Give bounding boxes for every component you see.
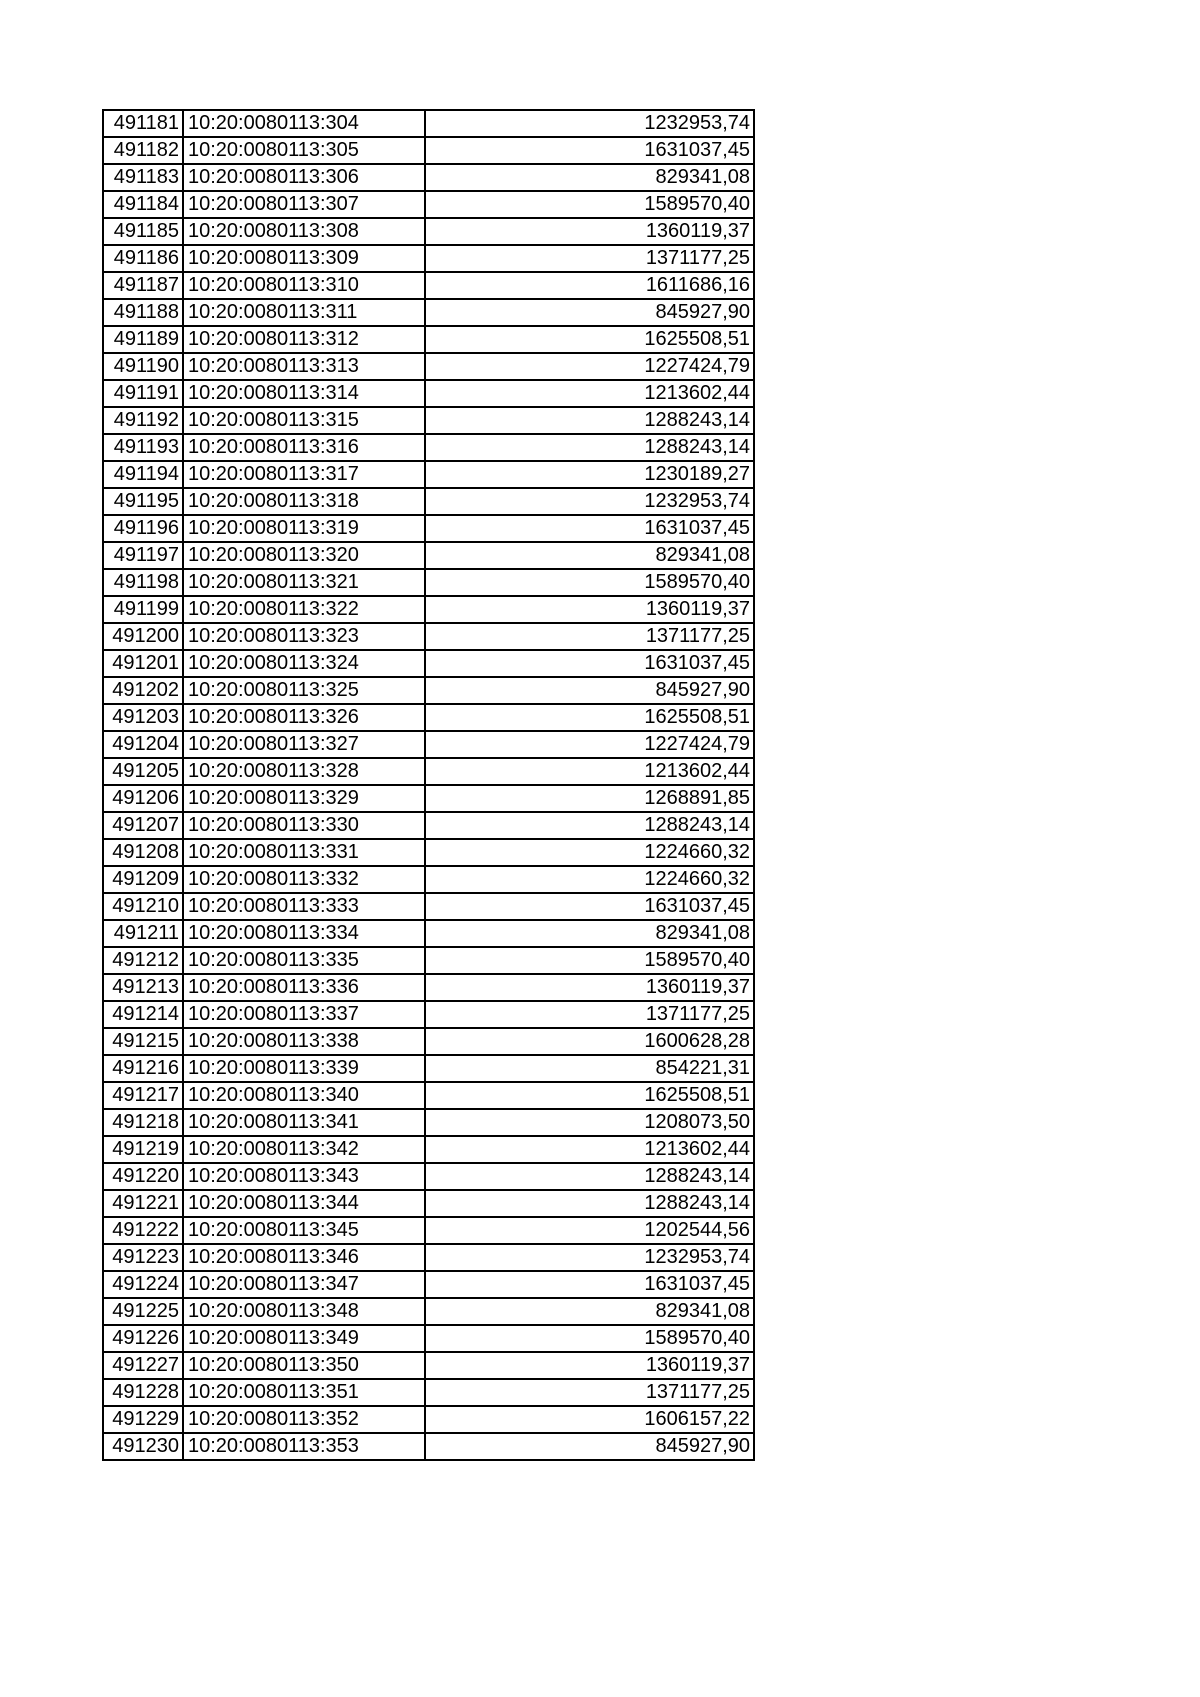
table-row	[103, 434, 754, 461]
table-row	[103, 1082, 754, 1109]
table-body	[103, 110, 754, 1460]
amount-cell: 1371177,25	[425, 245, 754, 272]
row-id-cell: 491221	[103, 1190, 183, 1217]
table-row	[103, 1163, 754, 1190]
amount-cell: 1224660,32	[425, 866, 754, 893]
table-row	[103, 650, 754, 677]
amount-cell: 1288243,14	[425, 1190, 754, 1217]
amount-cell: 1227424,79	[425, 353, 754, 380]
row-id-cell: 491202	[103, 677, 183, 704]
row-id-cell: 491198	[103, 569, 183, 596]
row-id-cell: 491195	[103, 488, 183, 515]
cadastral-number-cell: 10:20:0080113:312	[183, 326, 425, 353]
data-table	[102, 109, 755, 1461]
table-row	[103, 623, 754, 650]
amount-cell: 1360119,37	[425, 218, 754, 245]
table-row	[103, 326, 754, 353]
amount-cell: 845927,90	[425, 299, 754, 326]
table-row	[103, 272, 754, 299]
cadastral-number-cell: 10:20:0080113:351	[183, 1379, 425, 1406]
row-id-cell: 491181	[103, 110, 183, 137]
cadastral-number-cell: 10:20:0080113:335	[183, 947, 425, 974]
amount-cell: 829341,08	[425, 164, 754, 191]
row-id-cell: 491208	[103, 839, 183, 866]
amount-cell: 1631037,45	[425, 515, 754, 542]
amount-cell: 1213602,44	[425, 758, 754, 785]
cadastral-number-cell: 10:20:0080113:314	[183, 380, 425, 407]
amount-cell: 1589570,40	[425, 1325, 754, 1352]
cadastral-number-cell: 10:20:0080113:347	[183, 1271, 425, 1298]
cadastral-number-cell: 10:20:0080113:323	[183, 623, 425, 650]
table-row	[103, 137, 754, 164]
table-row	[103, 839, 754, 866]
amount-cell: 1371177,25	[425, 623, 754, 650]
amount-cell: 1589570,40	[425, 569, 754, 596]
row-id-cell: 491186	[103, 245, 183, 272]
table-row	[103, 245, 754, 272]
table-row	[103, 110, 754, 137]
table-row	[103, 893, 754, 920]
amount-cell: 1232953,74	[425, 1244, 754, 1271]
table-row	[103, 920, 754, 947]
cadastral-number-cell: 10:20:0080113:318	[183, 488, 425, 515]
cadastral-number-cell: 10:20:0080113:324	[183, 650, 425, 677]
table-row	[103, 488, 754, 515]
cadastral-number-cell: 10:20:0080113:333	[183, 893, 425, 920]
amount-cell: 1232953,74	[425, 488, 754, 515]
row-id-cell: 491192	[103, 407, 183, 434]
row-id-cell: 491193	[103, 434, 183, 461]
amount-cell: 854221,31	[425, 1055, 754, 1082]
cadastral-number-cell: 10:20:0080113:352	[183, 1406, 425, 1433]
row-id-cell: 491190	[103, 353, 183, 380]
row-id-cell: 491211	[103, 920, 183, 947]
table-row	[103, 1190, 754, 1217]
row-id-cell: 491183	[103, 164, 183, 191]
cadastral-number-cell: 10:20:0080113:336	[183, 974, 425, 1001]
amount-cell: 1360119,37	[425, 974, 754, 1001]
cadastral-number-cell: 10:20:0080113:307	[183, 191, 425, 218]
cadastral-number-cell: 10:20:0080113:346	[183, 1244, 425, 1271]
amount-cell: 829341,08	[425, 542, 754, 569]
amount-cell: 1202544,56	[425, 1217, 754, 1244]
table-row	[103, 1109, 754, 1136]
cadastral-number-cell: 10:20:0080113:343	[183, 1163, 425, 1190]
row-id-cell: 491204	[103, 731, 183, 758]
row-id-cell: 491223	[103, 1244, 183, 1271]
cadastral-number-cell: 10:20:0080113:320	[183, 542, 425, 569]
amount-cell: 1213602,44	[425, 1136, 754, 1163]
cadastral-number-cell: 10:20:0080113:348	[183, 1298, 425, 1325]
row-id-cell: 491199	[103, 596, 183, 623]
amount-cell: 845927,90	[425, 677, 754, 704]
amount-cell: 1606157,22	[425, 1406, 754, 1433]
amount-cell: 1625508,51	[425, 704, 754, 731]
amount-cell: 1224660,32	[425, 839, 754, 866]
amount-cell: 1631037,45	[425, 1271, 754, 1298]
cadastral-number-cell: 10:20:0080113:328	[183, 758, 425, 785]
row-id-cell: 491191	[103, 380, 183, 407]
cadastral-number-cell: 10:20:0080113:313	[183, 353, 425, 380]
row-id-cell: 491210	[103, 893, 183, 920]
row-id-cell: 491194	[103, 461, 183, 488]
table-row	[103, 1406, 754, 1433]
table-row	[103, 974, 754, 1001]
table-row	[103, 677, 754, 704]
cadastral-number-cell: 10:20:0080113:345	[183, 1217, 425, 1244]
cadastral-number-cell: 10:20:0080113:306	[183, 164, 425, 191]
table-row	[103, 218, 754, 245]
cadastral-number-cell: 10:20:0080113:308	[183, 218, 425, 245]
table-row	[103, 866, 754, 893]
row-id-cell: 491215	[103, 1028, 183, 1055]
row-id-cell: 491228	[103, 1379, 183, 1406]
cadastral-number-cell: 10:20:0080113:353	[183, 1433, 425, 1460]
cadastral-number-cell: 10:20:0080113:337	[183, 1001, 425, 1028]
cadastral-number-cell: 10:20:0080113:349	[183, 1325, 425, 1352]
cadastral-number-cell: 10:20:0080113:331	[183, 839, 425, 866]
cadastral-number-cell: 10:20:0080113:340	[183, 1082, 425, 1109]
row-id-cell: 491203	[103, 704, 183, 731]
row-id-cell: 491188	[103, 299, 183, 326]
cadastral-number-cell: 10:20:0080113:305	[183, 137, 425, 164]
table-row	[103, 704, 754, 731]
table-row	[103, 1001, 754, 1028]
amount-cell: 1371177,25	[425, 1001, 754, 1028]
row-id-cell: 491229	[103, 1406, 183, 1433]
row-id-cell: 491213	[103, 974, 183, 1001]
amount-cell: 1631037,45	[425, 137, 754, 164]
table-row	[103, 731, 754, 758]
cadastral-number-cell: 10:20:0080113:341	[183, 1109, 425, 1136]
amount-cell: 1631037,45	[425, 893, 754, 920]
row-id-cell: 491206	[103, 785, 183, 812]
table-row	[103, 1028, 754, 1055]
amount-cell: 1213602,44	[425, 380, 754, 407]
row-id-cell: 491219	[103, 1136, 183, 1163]
cadastral-number-cell: 10:20:0080113:329	[183, 785, 425, 812]
row-id-cell: 491200	[103, 623, 183, 650]
cadastral-number-cell: 10:20:0080113:310	[183, 272, 425, 299]
row-id-cell: 491182	[103, 137, 183, 164]
cadastral-number-cell: 10:20:0080113:315	[183, 407, 425, 434]
amount-cell: 1600628,28	[425, 1028, 754, 1055]
row-id-cell: 491214	[103, 1001, 183, 1028]
amount-cell: 829341,08	[425, 920, 754, 947]
table-row	[103, 407, 754, 434]
table-row	[103, 191, 754, 218]
table-row	[103, 164, 754, 191]
cadastral-number-cell: 10:20:0080113:334	[183, 920, 425, 947]
amount-cell: 1288243,14	[425, 1163, 754, 1190]
table-row	[103, 596, 754, 623]
amount-cell: 1625508,51	[425, 326, 754, 353]
cadastral-number-cell: 10:20:0080113:317	[183, 461, 425, 488]
table-row	[103, 785, 754, 812]
table-row	[103, 1136, 754, 1163]
amount-cell: 1232953,74	[425, 110, 754, 137]
row-id-cell: 491217	[103, 1082, 183, 1109]
amount-cell: 1625508,51	[425, 1082, 754, 1109]
amount-cell: 829341,08	[425, 1298, 754, 1325]
row-id-cell: 491220	[103, 1163, 183, 1190]
amount-cell: 1268891,85	[425, 785, 754, 812]
cadastral-number-cell: 10:20:0080113:350	[183, 1352, 425, 1379]
table-row	[103, 1271, 754, 1298]
row-id-cell: 491222	[103, 1217, 183, 1244]
row-id-cell: 491225	[103, 1298, 183, 1325]
amount-cell: 1288243,14	[425, 812, 754, 839]
cadastral-number-cell: 10:20:0080113:327	[183, 731, 425, 758]
cadastral-number-cell: 10:20:0080113:344	[183, 1190, 425, 1217]
amount-cell: 1360119,37	[425, 596, 754, 623]
amount-cell: 845927,90	[425, 1433, 754, 1460]
amount-cell: 1227424,79	[425, 731, 754, 758]
cadastral-number-cell: 10:20:0080113:304	[183, 110, 425, 137]
table-row	[103, 812, 754, 839]
row-id-cell: 491230	[103, 1433, 183, 1460]
cadastral-number-cell: 10:20:0080113:325	[183, 677, 425, 704]
row-id-cell: 491212	[103, 947, 183, 974]
row-id-cell: 491218	[103, 1109, 183, 1136]
cadastral-number-cell: 10:20:0080113:319	[183, 515, 425, 542]
row-id-cell: 491184	[103, 191, 183, 218]
cadastral-number-cell: 10:20:0080113:326	[183, 704, 425, 731]
row-id-cell: 491187	[103, 272, 183, 299]
table-row	[103, 515, 754, 542]
amount-cell: 1288243,14	[425, 407, 754, 434]
cadastral-number-cell: 10:20:0080113:316	[183, 434, 425, 461]
table-row	[103, 461, 754, 488]
cadastral-number-cell: 10:20:0080113:339	[183, 1055, 425, 1082]
amount-cell: 1208073,50	[425, 1109, 754, 1136]
table-row	[103, 380, 754, 407]
table-row	[103, 947, 754, 974]
table-row	[103, 1325, 754, 1352]
cadastral-number-cell: 10:20:0080113:311	[183, 299, 425, 326]
cadastral-number-cell: 10:20:0080113:309	[183, 245, 425, 272]
amount-cell: 1360119,37	[425, 1352, 754, 1379]
row-id-cell: 491205	[103, 758, 183, 785]
amount-cell: 1288243,14	[425, 434, 754, 461]
row-id-cell: 491216	[103, 1055, 183, 1082]
table-row	[103, 542, 754, 569]
row-id-cell: 491189	[103, 326, 183, 353]
row-id-cell: 491196	[103, 515, 183, 542]
table-row	[103, 758, 754, 785]
cadastral-number-cell: 10:20:0080113:342	[183, 1136, 425, 1163]
cadastral-number-cell: 10:20:0080113:330	[183, 812, 425, 839]
row-id-cell: 491197	[103, 542, 183, 569]
amount-cell: 1589570,40	[425, 191, 754, 218]
amount-cell: 1371177,25	[425, 1379, 754, 1406]
row-id-cell: 491224	[103, 1271, 183, 1298]
cadastral-number-cell: 10:20:0080113:338	[183, 1028, 425, 1055]
table-row	[103, 1055, 754, 1082]
row-id-cell: 491226	[103, 1325, 183, 1352]
cadastral-number-cell: 10:20:0080113:321	[183, 569, 425, 596]
row-id-cell: 491201	[103, 650, 183, 677]
table-row	[103, 1217, 754, 1244]
amount-cell: 1631037,45	[425, 650, 754, 677]
table-row	[103, 1433, 754, 1460]
row-id-cell: 491185	[103, 218, 183, 245]
cadastral-number-cell: 10:20:0080113:322	[183, 596, 425, 623]
amount-cell: 1230189,27	[425, 461, 754, 488]
table-row	[103, 1244, 754, 1271]
table-row	[103, 299, 754, 326]
cadastral-number-cell: 10:20:0080113:332	[183, 866, 425, 893]
table-row	[103, 1352, 754, 1379]
row-id-cell: 491209	[103, 866, 183, 893]
table-row	[103, 353, 754, 380]
table-row	[103, 569, 754, 596]
table-row	[103, 1298, 754, 1325]
row-id-cell: 491227	[103, 1352, 183, 1379]
amount-cell: 1611686,16	[425, 272, 754, 299]
amount-cell: 1589570,40	[425, 947, 754, 974]
row-id-cell: 491207	[103, 812, 183, 839]
table-row	[103, 1379, 754, 1406]
